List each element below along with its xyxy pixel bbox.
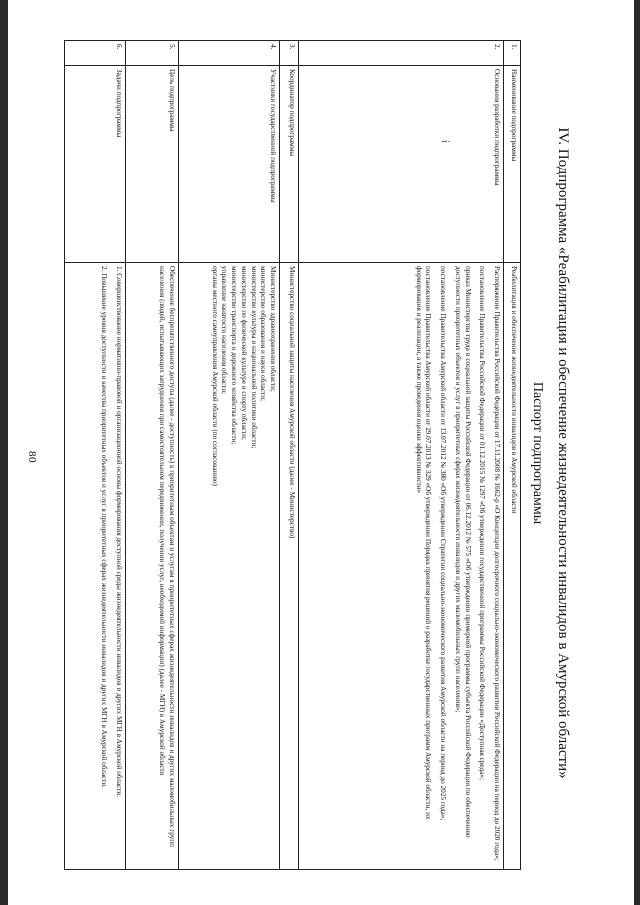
row-paragraph: постановление Правительства Российской Федерации от 01.12.2015 № 1297 «Об утверждении государственной программы Российской Федерации «Доступная среда»; <box>478 265 487 780</box>
row-number: 1. <box>504 40 521 65</box>
passport-table <box>64 40 521 870</box>
scan-edge-right <box>634 0 640 905</box>
page-number: 80 <box>26 451 38 463</box>
document-heading: IV. Подпрограмма «Реабилитация и обеспечение жизнедеятельности инвалидов в Амурской области» <box>555 126 571 779</box>
row-paragraph: приказ Министерства труда и социальной защиты Российской Федерации от 06.12.2012 № 575 «Об утверждении примерной программы субъекта Российской Федерации по обеспечению доступности приоритетных объектов и услуг в приоритетных сферах жизнедеятельности инвалидов и других маломобильных групп населения»; <box>453 265 472 838</box>
row-paragraph: постановление Правительства Амурской области от 13.07.2012 № 380 «Об утверждении Стратегии социально-экономического развития Амурской области на период до 2025 года»; <box>439 265 448 820</box>
table-row <box>179 40 280 869</box>
row-content <box>504 262 521 869</box>
participant-line: министерство образования и науки области; <box>259 265 268 401</box>
row-content <box>299 262 504 869</box>
row-label: Основания разработки подпрограммы <box>299 65 504 262</box>
row-number: 2. <box>299 40 504 65</box>
row-label: Цель подпрограммы <box>126 65 179 262</box>
row-content <box>65 262 126 869</box>
row-content <box>126 262 179 869</box>
row-label: Координатор подпрограммы <box>280 65 299 262</box>
participant-line: Министерство здравоохранения области; <box>269 265 277 392</box>
scan-edge-left <box>0 0 8 905</box>
row-paragraph: 1. Совершенствование нормативно-правовой и организационной основы формирования доступной среды жизнедеятельности инвалидов и других МГН в Амурской области. <box>115 265 123 797</box>
row-content <box>280 262 299 869</box>
row-paragraph: постановление Правительства Амурской области от 29.07.2013 № 329 «Об утверждении Порядка принятия решений о разработке государственных программ Амурской области, их формирования и реализации, а также проведения оценки эффективности» <box>414 265 433 820</box>
table-row <box>65 40 126 869</box>
row-paragraph: Распоряжение Правительства Российской Федерации от 17.11.2008 № 1662-р «О Концепции долгосрочного социально-экономического развития Российской Федерации на период до 2020 года»; <box>493 265 501 861</box>
row-label: Участники государственной подпрограммы <box>179 65 280 262</box>
row-label: Задачи подпрограммы <box>65 65 126 262</box>
row-number: 5. <box>126 40 179 65</box>
participant-line: министерство культуры и национальной политики области; <box>249 265 258 448</box>
participant-line: министерство транспорта и дорожного хозяйства области; <box>230 265 239 444</box>
row-paragraph: Министерство социальной защиты населения Амурской области (далее - Министерство) <box>288 265 296 538</box>
row-paragraph: Реабилитация и обеспечение жизнедеятельности инвалидов в Амурской области <box>510 265 518 514</box>
table-row <box>504 40 521 869</box>
row-number: 3. <box>280 40 299 65</box>
row-label: Наименование подпрограммы <box>504 65 521 262</box>
document-subheading: Паспорт подпрограммы <box>530 381 545 524</box>
row-paragraph: Обеспечение беспрепятственного доступа (далее - доступность) к приоритетным объектам и услугам в приоритетных сферах жизнедеятельности инвалидов и других маломобильных групп населения (людей, испытывающих затруднения при самостоятельном передвижении, получении услуг, необходимой информации) (далее - МГН) в Амурской области <box>158 265 176 847</box>
participant-line: министерство по физической культуре и спорту области; <box>239 265 248 440</box>
participant-line: управление занятости населения области; <box>220 265 229 394</box>
participant-line: органы местного самоуправления Амурской области (по согласованию) <box>210 265 219 486</box>
row-content <box>179 262 280 869</box>
table-row <box>280 40 299 869</box>
row-paragraph: 2. Повышение уровня доступности и качества приоритетных объектов и услуг в приоритетных сферах жизнедеятельности инвалидов и других МГН в Амурской области. <box>100 265 109 788</box>
row-number: 6. <box>65 40 126 65</box>
table-row <box>126 40 179 869</box>
rotated-page <box>25 28 615 878</box>
row-number: 4. <box>179 40 280 65</box>
margin-mark: ί <box>439 139 450 143</box>
table-row <box>299 40 504 869</box>
